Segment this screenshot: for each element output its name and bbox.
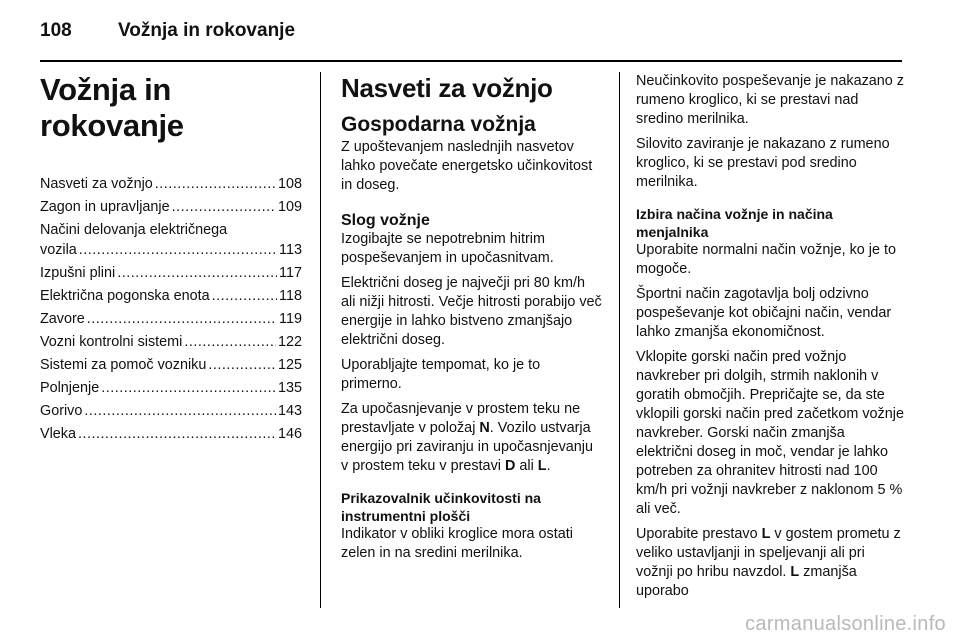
toc-leader-dots	[101, 378, 276, 398]
toc-entry-page: 143	[277, 403, 302, 419]
drive-mode-heading: Izbira načina vožnje in načina menjalnika	[636, 206, 833, 240]
toc-entry-page: 117	[279, 265, 302, 281]
toc-leader-dots	[84, 401, 276, 421]
running-header-title: Vožnja in rokovanje	[118, 20, 296, 41]
subsection-title: Gospodarna vožnja	[341, 113, 536, 136]
toc-entry-page: 146	[277, 426, 302, 442]
toc-entry-page: 109	[277, 199, 302, 215]
paragraph: Uporabite normalni način vožnje, ko je to mogoče.	[636, 242, 896, 277]
toc-entry-label: Sistemi za pomoč vozniku	[40, 357, 207, 373]
toc-entry-label-line1: Načini delovanja električnega	[40, 222, 228, 238]
toc-entry-label: Izpušni plini	[40, 265, 116, 281]
middle-column	[341, 72, 603, 569]
gear-l: L	[790, 564, 800, 580]
toc-entry[interactable]	[40, 401, 302, 421]
toc-entry-page: 113	[279, 242, 302, 258]
table-of-contents	[40, 174, 302, 444]
toc-entry[interactable]	[40, 355, 302, 375]
toc-entry-label: Vozni kontrolni sistemi	[40, 334, 183, 350]
toc-entry-label: Zavore	[40, 311, 85, 327]
chapter-title: Vožnja in rokovanje	[40, 72, 184, 143]
intro-paragraph: Z upoštevanjem naslednjih nasvetov lahko povečate energetsko učinkovitost in doseg.	[341, 139, 593, 193]
toc-entry-label: Polnjenje	[40, 380, 100, 396]
paragraph: Uporabljajte tempomat, ko je to primerno.	[341, 357, 541, 392]
section-title: Nasveti za vožnjo	[341, 73, 553, 103]
toc-entry[interactable]	[40, 263, 302, 283]
toc-leader-dots	[117, 263, 277, 283]
toc-entry-label: Električna pogonska enota	[40, 288, 210, 304]
page-header	[40, 12, 920, 52]
toc-entry[interactable]	[40, 197, 302, 217]
toc-entry-page: 108	[277, 176, 302, 192]
right-column	[636, 72, 904, 607]
toc-entry[interactable]	[40, 174, 302, 194]
text-run: Za upočasnjevanje v prostem teku ne prestavljate v položaj	[341, 401, 581, 436]
column-divider-1	[320, 72, 321, 608]
gear-n: N	[479, 420, 490, 436]
toc-entry[interactable]	[40, 332, 302, 352]
toc-entry-label: Gorivo	[40, 403, 83, 419]
efficiency-display-heading: Prikazovalnik učinkovitosti na instrumentni plošči	[341, 490, 541, 524]
text-run: .	[546, 458, 551, 474]
text-run: v gostem prometu z veliko ustavljanji in speljevanji ali pri vožnji po hribu navzdol.	[636, 526, 901, 580]
paragraph: Izogibajte se nepotrebnim hitrim pospeševanjem in upočasnitvam.	[341, 231, 554, 266]
paragraph: Indikator v obliki kroglice mora ostati zelen in na sredini merilnika.	[341, 526, 573, 561]
gear-l: L	[761, 526, 771, 542]
toc-entry-label: Nasveti za vožnjo	[40, 176, 153, 192]
toc-entry[interactable]	[40, 309, 302, 329]
page-number: 108	[40, 20, 72, 41]
toc-entry-label: Vleka	[40, 426, 76, 442]
toc-leader-dots	[79, 240, 277, 260]
driving-style-heading: Slog vožnje	[341, 212, 430, 229]
toc-entry-label: Zagon in upravljanje	[40, 199, 170, 215]
toc-entry-page: 122	[277, 334, 302, 350]
toc-leader-dots	[212, 286, 277, 306]
toc-entry-label: vozila	[40, 242, 77, 258]
text-run: zmanjša uporabo	[636, 564, 857, 599]
watermark: carmanualsonline.info	[745, 613, 946, 635]
paragraph: Električni doseg je največji pri 80 km/h ali nižji hitrosti. Večje hitrosti porabijo več energije in lahko bistveno zmanjšajo električni doseg.	[341, 275, 602, 348]
toc-entry[interactable]	[40, 378, 302, 398]
toc-leader-dots	[172, 197, 276, 217]
text-run: ali	[515, 458, 538, 474]
paragraph: Športni način zagotavlja bolj odzivno pospeševanje kot običajni način, vendar lahko zmanjša ekonomičnost.	[636, 286, 892, 340]
toc-leader-dots	[155, 174, 276, 194]
toc-entry-page: 119	[279, 311, 302, 327]
paragraph: Silovito zaviranje je nakazano z rumeno kroglico, ki se prestavi pod sredino merilnika.	[636, 136, 890, 190]
gear-d: D	[504, 458, 516, 474]
low-gear-paragraph	[636, 525, 904, 601]
toc-entry-page: 125	[277, 357, 302, 373]
column-divider-2	[619, 72, 620, 608]
toc-entry-page: 135	[277, 380, 302, 396]
toc-entry[interactable]	[40, 286, 302, 306]
header-divider	[40, 60, 902, 62]
toc-leader-dots	[208, 355, 276, 375]
toc-leader-dots	[87, 309, 277, 329]
text-run: . Vozilo ustvarja energijo pri zaviranju in upočasnjevanju v prostem teku v prestavi	[341, 420, 593, 474]
coasting-paragraph	[341, 400, 603, 476]
paragraph: Vklopite gorski način pred vožnjo navkreber pri dolgih, strmih naklonih v goratih območjih. Prepričajte se, da ste vklopili gorski način pred začetkom vožnje navkreber. Gorski način zmanjša električni doseg in moč, vendar je lahko potreben za ohranitev hitrosti nad 100 km/h pri vožnji navkreber z naklonom 5 % ali več.	[636, 349, 904, 517]
gear-l: L	[537, 458, 547, 474]
toc-column	[40, 72, 302, 447]
toc-leader-dots	[78, 424, 276, 444]
text-run: Uporabite prestavo	[636, 526, 762, 542]
paragraph: Neučinkovito pospeševanje je nakazano z rumeno kroglico, ki se prestavi nad sredino merilnika.	[636, 73, 904, 127]
toc-entry[interactable]	[40, 424, 302, 444]
toc-entry[interactable]	[40, 220, 302, 260]
toc-leader-dots	[184, 332, 276, 352]
toc-entry-page: 118	[279, 288, 302, 304]
